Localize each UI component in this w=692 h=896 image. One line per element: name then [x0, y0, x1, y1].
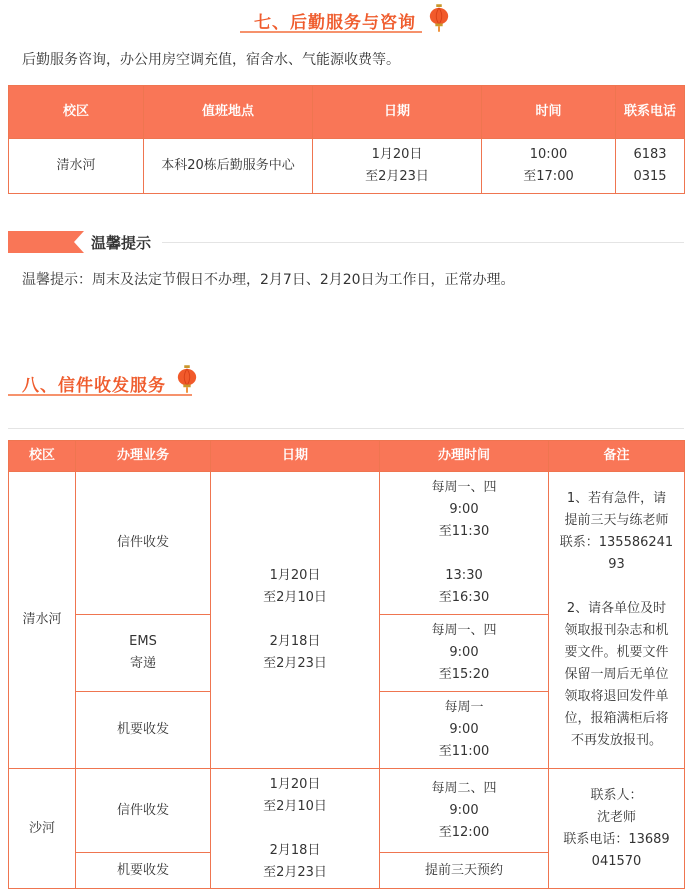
tip-title: 温馨提示 [91, 234, 152, 252]
note-line: 保留一周后无单位 [564, 667, 669, 682]
note-line: 提前三天与练老师 [564, 513, 669, 528]
note-line: 联系人： [590, 787, 643, 803]
cell-service-letters: 信件收发 [76, 472, 211, 615]
hours-line: 9:00 [449, 722, 479, 737]
header-campus: 校区 [9, 441, 76, 472]
service-line: EMS [129, 634, 157, 649]
date-line: 至2月10日 [263, 798, 327, 814]
note-line: 位，报箱满柜后将 [564, 711, 669, 726]
hours-line: 9:00 [449, 802, 479, 818]
section8-title: 八、信件收发服务 [22, 376, 166, 396]
cell-phone [616, 139, 685, 194]
header-campus: 校区 [9, 86, 144, 139]
note-line: 不再发放报刊。 [570, 733, 662, 748]
section8-divider [8, 428, 684, 429]
note-line: 要文件。机要文件 [564, 645, 669, 660]
lantern-icon [176, 364, 198, 394]
cell-location: 本科20栋后勤服务中心 [144, 139, 313, 194]
cell-campus-shahe: 沙河 [9, 769, 76, 889]
hours-line: 至12:00 [438, 824, 490, 840]
logistics-table [8, 85, 685, 194]
note-line: 2、请各单位及时 [566, 601, 667, 616]
note-line: 领取报刊杂志和机 [564, 623, 669, 638]
cell-note-shahe [549, 769, 685, 889]
header-date: 日期 [313, 86, 482, 139]
tip-divider [162, 242, 684, 243]
date-line: 1月20日 [269, 568, 321, 583]
header-service: 办理业务 [76, 441, 211, 472]
hours-line: 至11:30 [438, 524, 490, 539]
section7-intro: 后勤服务咨询，办公用房空调充值，宿舍水、气能源收费等。 [22, 52, 400, 68]
cell-hours-confidential [380, 692, 549, 769]
note-line: 联系：135586241 [559, 535, 674, 550]
hours-line: 至16:30 [438, 590, 490, 605]
cell-date-qingshuihe [211, 472, 380, 769]
date-line: 2月18日 [269, 842, 321, 858]
header-time: 时间 [482, 86, 616, 139]
cell-phone-line1: 6183 [633, 147, 667, 162]
note-line: 93 [608, 557, 625, 572]
cell-date-line2: 至2月23日 [365, 169, 429, 184]
cell-hours-letters [380, 472, 549, 615]
hours-line: 每周一、四 [431, 623, 497, 638]
hours-line: 13:30 [445, 568, 483, 583]
header-phone: 联系电话 [616, 86, 685, 139]
cell-campus: 清水河 [9, 139, 144, 194]
cell-service-confidential-shahe: 机要收发 [76, 853, 211, 889]
header-note: 备注 [549, 441, 685, 472]
hours-line: 至11:00 [438, 744, 490, 759]
hours-line: 9:00 [449, 645, 479, 660]
tip-text: 温馨提示：周末及法定节假日不办理，2月7日、2月20日为工作日，正常办理。 [22, 272, 515, 288]
service-line: 寄递 [129, 656, 156, 671]
hours-line: 每周二、四 [431, 780, 497, 796]
cell-service-ems [76, 615, 211, 692]
header-date: 日期 [211, 441, 380, 472]
cell-date-shahe [211, 769, 380, 889]
hours-line: 至15:20 [438, 667, 490, 682]
tip-banner-shape [8, 231, 84, 253]
hours-line: 9:00 [449, 502, 479, 517]
cell-service-letters-shahe: 信件收发 [76, 769, 211, 853]
header-location: 值班地点 [144, 86, 313, 139]
note-line: 领取将退回发件单 [564, 689, 669, 704]
date-line: 2月18日 [269, 634, 321, 649]
cell-date-line1: 1月20日 [371, 147, 423, 162]
cell-hours-confidential-shahe: 提前三天预约 [380, 853, 549, 889]
lantern-icon [428, 3, 450, 33]
cell-phone-line2: 0315 [633, 169, 667, 184]
mail-table [8, 440, 685, 889]
note-line: 联系电话：13689 [563, 831, 670, 847]
hours-line: 每周一 [444, 700, 484, 715]
date-line: 1月20日 [269, 776, 321, 792]
cell-campus-qingshuihe: 清水河 [9, 472, 76, 769]
date-line: 至2月23日 [263, 656, 327, 671]
cell-service-confidential: 机要收发 [76, 692, 211, 769]
hours-line: 每周一、四 [431, 480, 497, 495]
note-line: 041570 [591, 853, 642, 869]
cell-note-qingshuihe [549, 472, 685, 769]
cell-date [313, 139, 482, 194]
section7-title: 七、后勤服务与咨询 [254, 13, 416, 33]
note-line: 1、若有急件，请 [566, 491, 667, 506]
cell-hours-ems [380, 615, 549, 692]
cell-time-line2: 至17:00 [523, 169, 574, 184]
header-hours: 办理时间 [380, 441, 549, 472]
note-line: 沈老师 [596, 809, 636, 825]
cell-hours-letters-shahe [380, 769, 549, 853]
cell-time [482, 139, 616, 194]
cell-time-line1: 10:00 [529, 147, 568, 162]
date-line: 至2月10日 [263, 590, 327, 605]
date-line: 至2月23日 [263, 864, 327, 880]
